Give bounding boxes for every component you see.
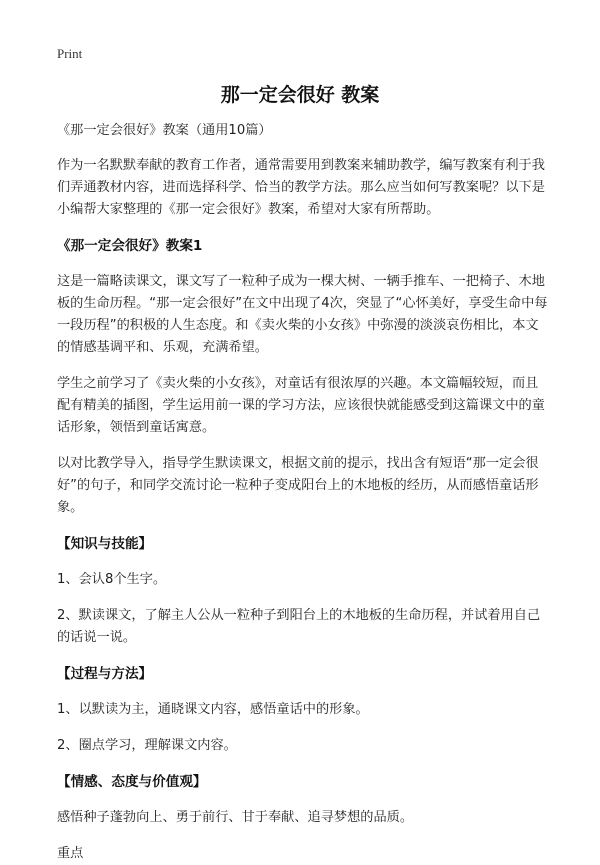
document-body [57,120,548,865]
lesson1-paragraph-2: 学生之前学习了《卖火柴的小女孩》，对童话有很浓厚的兴趣。本文篇幅较短，而且配有精美的插图，学生运用前一课的学习方法，应该很快就能感受到这篇课文中的童话形象，领悟到童话寓意。 [57,376,545,435]
page-title: 那一定会很好 教案 [220,84,380,106]
process-item-1: 1、以默读为主，通晓课文内容，感悟童话中的形象。 [57,702,369,717]
knowledge-skills-heading: 【知识与技能】 [57,536,153,552]
lesson1-paragraph-1: 这是一篇略读课文，课文写了一粒种子成为一棵大树、一辆手推车、一把椅子、木地板的生命历程。“那一定会很好”在文中出现了4次，突显了“心怀美好，享受生命中每一段历程”的积极的人生态度。和《卖火柴的小女孩》中弥漫的淡淡哀伤相比，本文的情感基调平和、乐观，充满希望。 [57,274,548,355]
knowledge-item-2: 2、默读课文，了解主人公从一粒种子到阳台上的木地板的生命历程，并试着用自己的话说一说。 [57,608,541,645]
section-heading-lesson1: 《那一定会很好》教案1 [57,238,203,254]
key-points-label: 重点 [57,846,84,861]
process-item-2: 2、圈点学习，理解课文内容。 [57,738,237,753]
print-label: Print [57,46,83,61]
intro-paragraph: 作为一名默默奉献的教育工作者，通常需要用到教案来辅助教学，编写教案有利于我们弄通教材内容，进而选择科学、恰当的教学方法。那么应当如何写教案呢？以下是小编帮大家整理的《那一定会很好》教案，希望对大家有所帮助。 [57,158,545,217]
process-method-heading: 【过程与方法】 [57,666,153,682]
document-subtitle: 《那一定会很好》教案（通用10篇） [57,123,272,138]
lesson1-paragraph-3: 以对比教学导入，指导学生默读课文，根据文前的提示，找出含有短语“那一定会很好”的句子，和同学交流讨论一粒种子变成阳台上的木地板的经历，从而感悟童话形象。 [57,456,539,515]
emotion-item-1: 感悟种子蓬勃向上、勇于前行、甘于奉献、追寻梦想的品质。 [57,810,414,825]
knowledge-item-1: 1、会认8个生字。 [57,572,167,587]
emotion-values-heading: 【情感、态度与价值观】 [57,774,207,790]
